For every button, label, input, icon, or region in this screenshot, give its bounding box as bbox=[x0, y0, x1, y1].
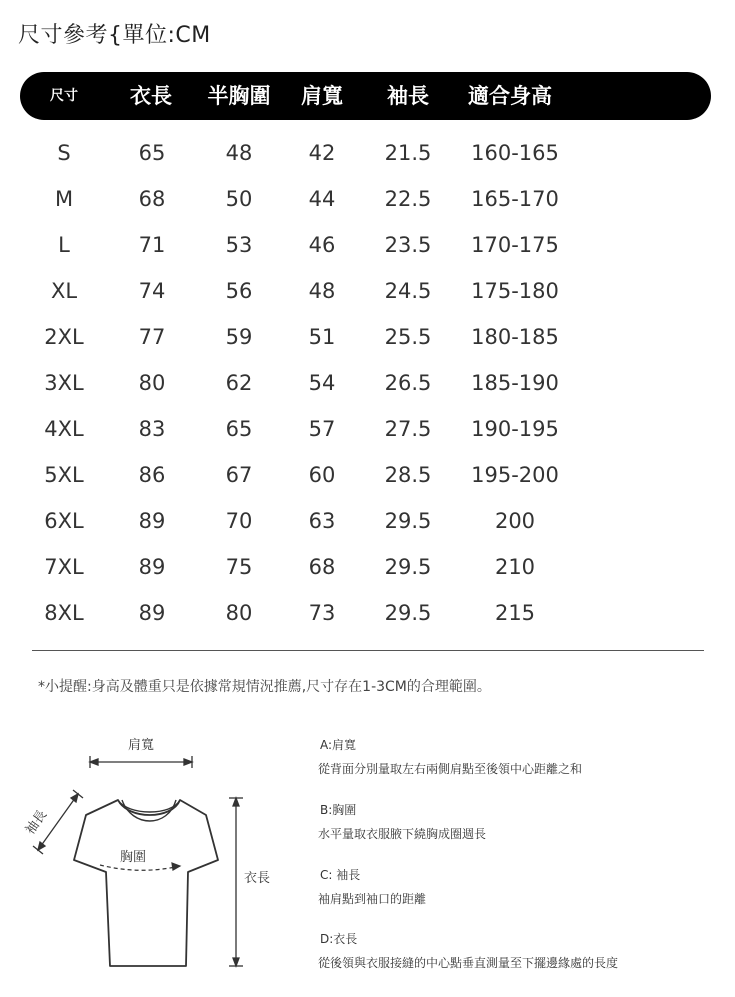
cell-sleeve: 21.5 bbox=[384, 141, 432, 165]
cell-height: 175-180 bbox=[471, 279, 559, 303]
cell-sleeve: 25.5 bbox=[384, 325, 432, 349]
table-row bbox=[0, 176, 735, 222]
cell-length: 89 bbox=[138, 601, 166, 625]
cell-size: XL bbox=[50, 279, 78, 303]
def-chest-title: B:胸圍 bbox=[320, 803, 357, 817]
def-shoulder-title: A:肩寬 bbox=[320, 738, 357, 752]
cell-sleeve: 29.5 bbox=[384, 555, 432, 579]
cell-length: 77 bbox=[138, 325, 166, 349]
cell-sleeve: 24.5 bbox=[384, 279, 432, 303]
cell-length: 89 bbox=[138, 555, 166, 579]
cell-shoulder: 42 bbox=[308, 141, 336, 165]
header-sleeve: 袖長 bbox=[387, 84, 429, 108]
table-row bbox=[0, 268, 735, 314]
sleeve-label: 袖長 bbox=[23, 807, 51, 838]
length-label: 衣長 bbox=[244, 871, 271, 886]
cell-sleeve: 27.5 bbox=[384, 417, 432, 441]
cell-sleeve: 29.5 bbox=[384, 509, 432, 533]
cell-height: 190-195 bbox=[471, 417, 559, 441]
divider bbox=[32, 650, 704, 651]
cell-length: 89 bbox=[138, 509, 166, 533]
cell-shoulder: 54 bbox=[308, 371, 336, 395]
cell-half-chest: 67 bbox=[225, 463, 253, 487]
cell-size: M bbox=[54, 187, 74, 211]
cell-half-chest: 50 bbox=[225, 187, 253, 211]
def-shoulder-desc: 從背面分別量取左右兩側肩點至後領中心距離之和 bbox=[318, 762, 583, 776]
header-size: 尺寸 bbox=[50, 88, 78, 104]
cell-shoulder: 51 bbox=[308, 325, 336, 349]
table-row bbox=[0, 452, 735, 498]
cell-height: 180-185 bbox=[471, 325, 559, 349]
header-height: 適合身高 bbox=[468, 84, 552, 108]
cell-height: 165-170 bbox=[471, 187, 559, 211]
def-sleeve-title: C: 袖長 bbox=[320, 868, 361, 882]
cell-half-chest: 65 bbox=[225, 417, 253, 441]
cell-half-chest: 59 bbox=[225, 325, 253, 349]
cell-height: 215 bbox=[494, 601, 536, 625]
cell-length: 83 bbox=[138, 417, 166, 441]
size-note: *小提醒:身高及體重只是依據常規情況推薦,尺寸存在1-3CM的合理範圍。 bbox=[38, 679, 491, 695]
cell-size: 7XL bbox=[44, 555, 84, 579]
table-row bbox=[0, 498, 735, 544]
tshirt-outline bbox=[74, 800, 218, 966]
cell-shoulder: 46 bbox=[308, 233, 336, 257]
cell-size: S bbox=[57, 141, 71, 165]
table-header bbox=[20, 72, 711, 120]
cell-size: 8XL bbox=[44, 601, 84, 625]
header-half-chest: 半胸圍 bbox=[207, 84, 271, 108]
table-row bbox=[0, 314, 735, 360]
measurement-diagram bbox=[0, 720, 735, 997]
cell-sleeve: 22.5 bbox=[384, 187, 432, 211]
cell-height: 170-175 bbox=[471, 233, 559, 257]
cell-length: 80 bbox=[138, 371, 166, 395]
shoulder-arrow bbox=[90, 756, 192, 768]
header-shoulder: 肩寬 bbox=[301, 84, 343, 108]
chest-label: 胸圍 bbox=[120, 850, 147, 865]
cell-shoulder: 44 bbox=[308, 187, 336, 211]
table-row bbox=[0, 544, 735, 590]
cell-size: L bbox=[58, 233, 70, 257]
cell-length: 86 bbox=[138, 463, 166, 487]
cell-half-chest: 48 bbox=[225, 141, 253, 165]
cell-shoulder: 60 bbox=[308, 463, 336, 487]
cell-shoulder: 68 bbox=[308, 555, 336, 579]
cell-length: 71 bbox=[138, 233, 166, 257]
cell-length: 65 bbox=[138, 141, 166, 165]
cell-shoulder: 63 bbox=[308, 509, 336, 533]
cell-shoulder: 48 bbox=[308, 279, 336, 303]
cell-half-chest: 80 bbox=[225, 601, 253, 625]
table-row bbox=[0, 130, 735, 176]
cell-half-chest: 53 bbox=[225, 233, 253, 257]
def-length-title: D:衣長 bbox=[320, 932, 358, 946]
table-row bbox=[0, 360, 735, 406]
cell-size: 6XL bbox=[44, 509, 84, 533]
cell-half-chest: 62 bbox=[225, 371, 253, 395]
cell-length: 74 bbox=[138, 279, 166, 303]
page-title: 尺寸參考{單位:CM bbox=[18, 23, 211, 48]
cell-size: 4XL bbox=[44, 417, 84, 441]
cell-half-chest: 75 bbox=[225, 555, 253, 579]
length-arrow bbox=[229, 798, 243, 966]
cell-size: 3XL bbox=[44, 371, 84, 395]
def-sleeve-desc: 袖肩點到袖口的距離 bbox=[318, 892, 427, 906]
cell-half-chest: 70 bbox=[225, 509, 253, 533]
cell-half-chest: 56 bbox=[225, 279, 253, 303]
def-length-desc: 從後領與衣服接縫的中心點垂直測量至下擺邊緣處的長度 bbox=[318, 956, 619, 970]
cell-sleeve: 29.5 bbox=[384, 601, 432, 625]
cell-sleeve: 28.5 bbox=[384, 463, 432, 487]
cell-size: 5XL bbox=[44, 463, 84, 487]
cell-height: 160-165 bbox=[471, 141, 559, 165]
shoulder-label: 肩寬 bbox=[128, 738, 155, 753]
table-row bbox=[0, 406, 735, 452]
cell-height: 185-190 bbox=[471, 371, 559, 395]
cell-sleeve: 26.5 bbox=[384, 371, 432, 395]
tshirt-diagram-svg bbox=[0, 720, 320, 997]
cell-height: 195-200 bbox=[471, 463, 559, 487]
def-chest-desc: 水平量取衣服腋下繞胸成圈週長 bbox=[318, 827, 487, 841]
cell-shoulder: 73 bbox=[308, 601, 336, 625]
cell-height: 200 bbox=[494, 509, 536, 533]
header-length: 衣長 bbox=[130, 84, 172, 108]
cell-sleeve: 23.5 bbox=[384, 233, 432, 257]
table-row bbox=[0, 222, 735, 268]
cell-height: 210 bbox=[494, 555, 536, 579]
cell-size: 2XL bbox=[44, 325, 84, 349]
cell-shoulder: 57 bbox=[308, 417, 336, 441]
table-row bbox=[0, 590, 735, 636]
cell-length: 68 bbox=[138, 187, 166, 211]
